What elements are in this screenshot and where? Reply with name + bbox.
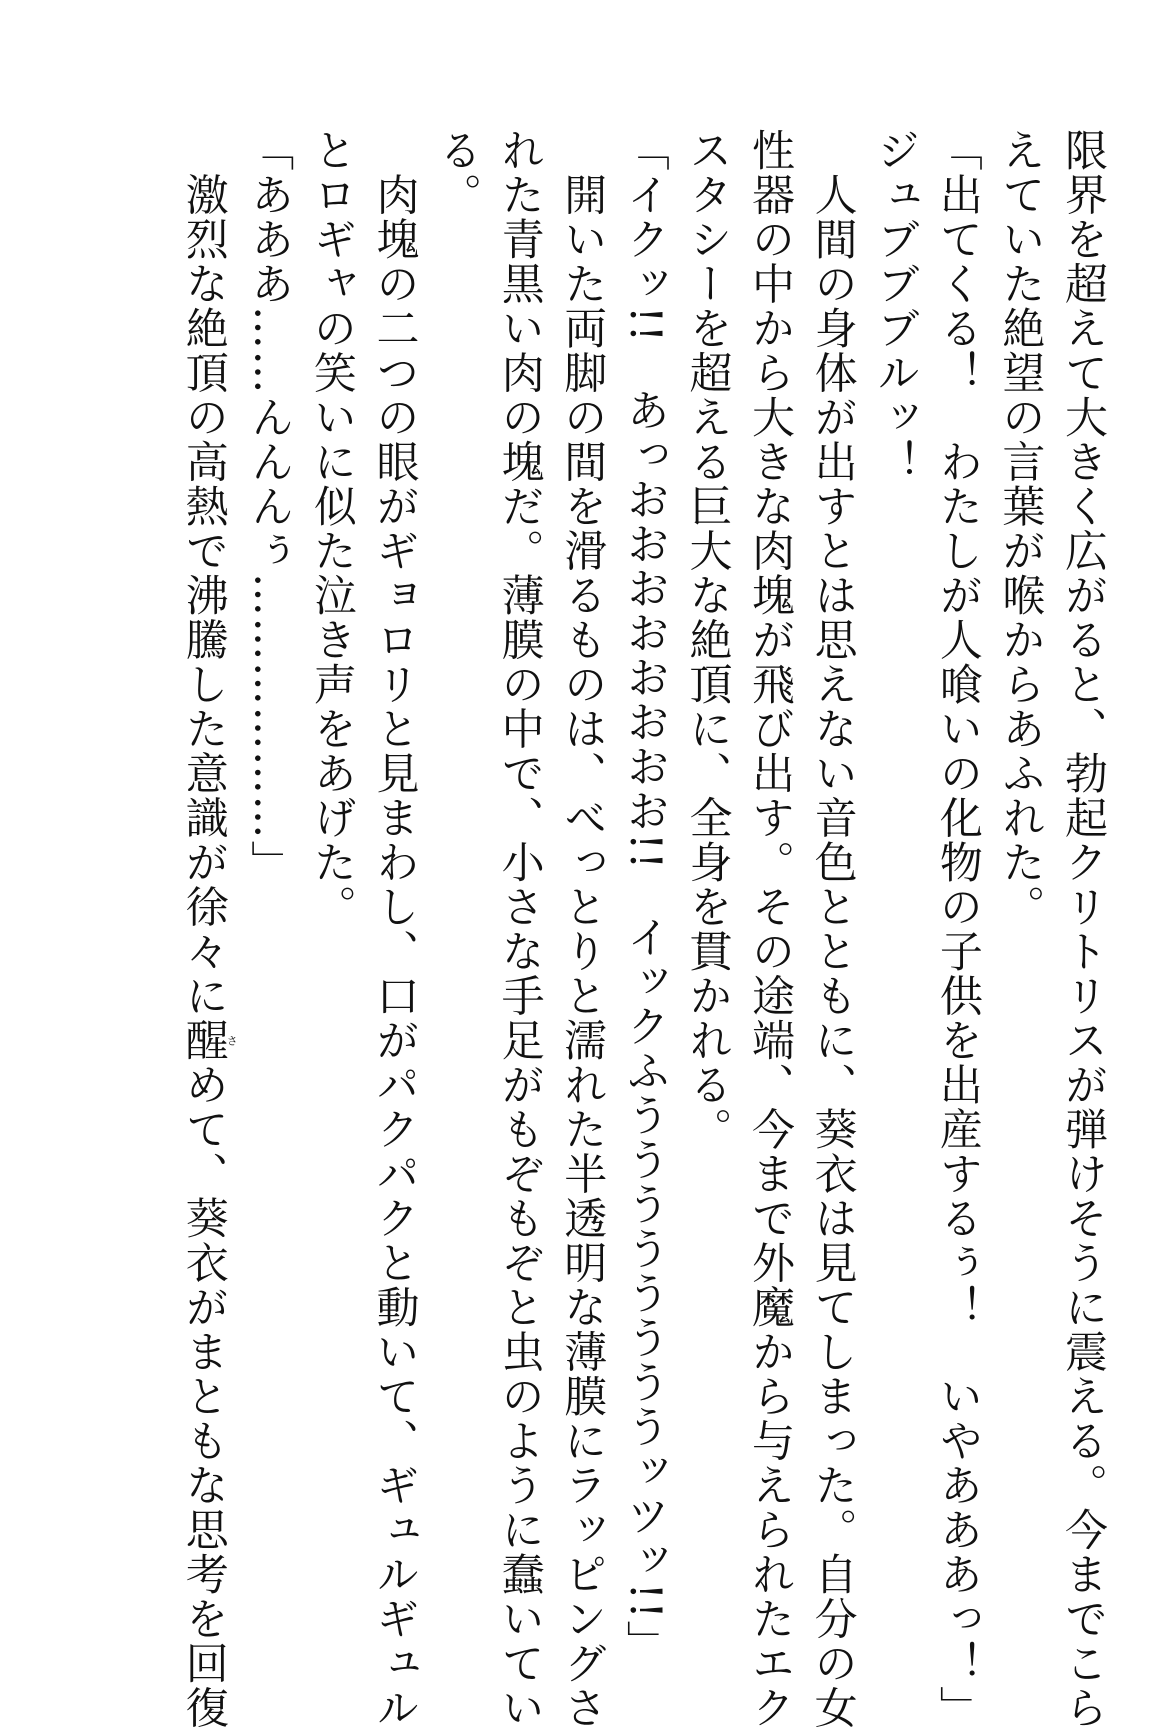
text-line-15-end: めて、葵衣がまともな思考を回復 — [179, 1063, 229, 1730]
text-line-13: とロギャの笑いに似た泣き声をあげた。 — [300, 128, 363, 1518]
text-line-6: 性器の中から大きな肉塊が飛び出す。その途端、今まで外魔から与えられたエク — [738, 128, 801, 1518]
text-line-1: 限界を超えて大きく広がると、勃起クリトリスが弾けそうに震える。今までこら — [1051, 128, 1114, 1518]
text-line-14: 「あああ……んんんぅ………………」 — [238, 128, 301, 1518]
ruby-annotation — [179, 1018, 229, 1063]
text-line-5: 人間の身体が出すとは思えない音色とともに、葵衣は見てしまった。自分の女 — [801, 128, 864, 1518]
ruby-base: 醒 — [179, 1018, 229, 1063]
text-line-9: 開いた両脚の間を滑るものは、べっとりと濡れた半透明な薄膜にラッピングさ — [551, 128, 614, 1518]
text-line-10: れた青黒い肉の塊だ。薄膜の中で、小さな手足がもぞもぞと虫のように蠢いてい — [488, 128, 551, 1518]
text-line-7: スタシーを超える巨大な絶頂に、全身を貫かれる。 — [676, 128, 739, 1518]
text-line-2: えていた絶望の言葉が喉からあふれた。 — [989, 128, 1052, 1518]
text-line-8: 「イクッ!! あっおおおおおおおお!! イックふううううううううッツッ!!」 — [613, 128, 676, 1518]
text-line-11: る。 — [425, 128, 488, 1518]
text-line-4: ジュブブブルッ！ — [864, 128, 927, 1518]
text-line-15-start: 激烈な絶頂の高熱で沸騰した意識が徐々に — [179, 128, 229, 1018]
text-line-15 — [172, 128, 238, 1518]
text-line-3: 「出てくる！ わたしが人喰いの化物の子供を出産するぅ！ いやあああっ！」 — [926, 128, 989, 1518]
vertical-text-block — [172, 128, 1114, 1518]
text-line-12: 肉塊の二つの眼がギョロリと見まわし、口がパクパクと動いて、ギュルギュル — [363, 128, 426, 1518]
ruby-reading: さ — [225, 1018, 238, 1063]
